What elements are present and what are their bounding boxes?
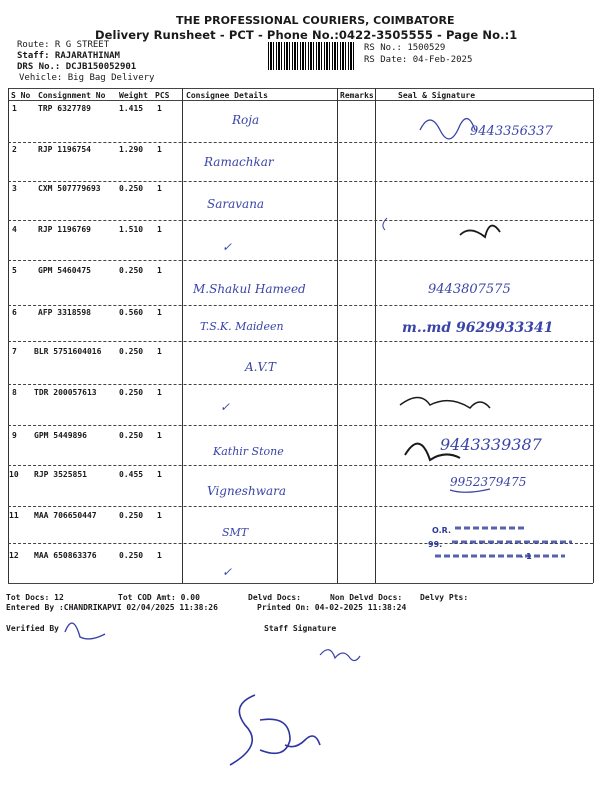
stamp-line-1: O.R.	[432, 526, 452, 535]
row-sno: 8	[12, 388, 17, 397]
row-weight: 0.250	[119, 511, 144, 520]
row-pcs: 1	[157, 266, 162, 275]
large-signature	[215, 675, 325, 775]
row-sno: 6	[12, 308, 17, 317]
verified-by-label: Verified By	[6, 624, 59, 633]
row-pcs: 1	[157, 104, 162, 113]
col-seal-signature: Seal & Signature	[398, 91, 476, 100]
barcode	[268, 42, 356, 70]
row-weight: 0.250	[119, 431, 144, 440]
row-seal: m..md 9629933341	[402, 320, 554, 336]
row-weight: 0.250	[119, 551, 144, 560]
row-consignment: MAA 650863376	[34, 551, 97, 560]
drs-number: DRS No.: DCJB150052901	[17, 62, 137, 72]
row-consignee: A.V.T	[245, 360, 276, 374]
row-consignment: AFP 3318598	[38, 308, 91, 317]
staff: Staff: RAJARATHINAM	[17, 51, 120, 61]
row-sno: 11	[9, 511, 19, 520]
vehicle: Vehicle: Big Bag Delivery	[19, 73, 155, 83]
row-consignee: Roja	[232, 113, 260, 127]
row-pcs: 1	[157, 184, 162, 193]
row-consignment: MAA 706650447	[34, 511, 97, 520]
row-consignee: ✓	[222, 240, 233, 254]
col-consignment: Consignment No	[38, 91, 106, 100]
row-sno: 10	[9, 470, 19, 479]
row-consignee: ✓	[220, 400, 231, 414]
row-sno: 5	[12, 266, 17, 275]
row-weight: 0.250	[119, 266, 144, 275]
row-seal: 9443356337	[470, 124, 553, 139]
row-pcs: 1	[157, 388, 162, 397]
row-pcs: 1	[157, 470, 162, 479]
row-seal: 9443339387	[440, 435, 542, 454]
row-sno: 12	[9, 551, 19, 560]
non-delivered-docs: Non Delvd Docs:	[330, 593, 403, 602]
row-weight: 0.560	[119, 308, 144, 317]
rs-date: RS Date: 04-Feb-2025	[364, 55, 473, 65]
row-consignee: T.S.K. Maideen	[200, 320, 284, 333]
row-weight: 1.415	[119, 104, 144, 113]
company-name: THE PROFESSIONAL COURIERS, COIMBATORE	[176, 14, 455, 27]
col-weight: Weight	[119, 91, 148, 100]
stamp-line-2: 99.	[428, 540, 443, 549]
stamp-ink	[430, 522, 590, 570]
row-consignee: Saravana	[207, 197, 265, 211]
row-consignee: Kathir Stone	[213, 445, 284, 458]
row-consignment: GPM 5460475	[38, 266, 91, 275]
row-weight: 0.250	[119, 184, 144, 193]
col-pcs: PCS	[155, 91, 170, 100]
row-sno: 7	[12, 347, 17, 356]
runsheet-subtitle: Delivery Runsheet - PCT - Phone No.:0422-3505555 - Page No.:1	[95, 28, 518, 42]
row-consignment: CXM 507779693	[38, 184, 101, 193]
row-consignee: Ramachkar	[204, 155, 274, 169]
entered-by: Entered By :CHANDRIKAPVI 02/04/2025 11:38:26	[6, 603, 218, 612]
row-consignment: RJP 3525851	[34, 470, 87, 479]
row-consignment: TRP 6327789	[38, 104, 91, 113]
row-weight: 0.250	[119, 347, 144, 356]
row-sno: 9	[12, 431, 17, 440]
row-consignee: ✓	[222, 565, 233, 579]
staff-signature-mark	[315, 640, 365, 670]
verified-signature	[60, 612, 110, 642]
row-consignment: BLR 5751604016	[34, 347, 102, 356]
staff-signature-label: Staff Signature	[264, 624, 337, 633]
table-border-left	[8, 88, 9, 583]
route: Route: R G STREET	[17, 40, 110, 50]
stamp-line-3: - 1	[520, 552, 532, 561]
row-pcs: 1	[157, 145, 162, 154]
row-consignee: SMT	[222, 526, 249, 539]
row-consignment: RJP 1196754	[38, 145, 91, 154]
row-weight: 0.250	[119, 388, 144, 397]
row-seal: 9952379475	[450, 475, 527, 489]
row-consignment: RJP 1196769	[38, 225, 91, 234]
row-weight: 1.290	[119, 145, 144, 154]
table-col-divider	[337, 88, 338, 583]
col-consignee: Consignee Details	[186, 91, 268, 100]
row-pcs: 1	[157, 347, 162, 356]
table-border-right	[593, 88, 594, 583]
row-weight: 0.455	[119, 470, 144, 479]
row-sno: 2	[12, 145, 17, 154]
row-sno: 4	[12, 225, 17, 234]
row-sno: 1	[12, 104, 17, 113]
row-consignee: M.Shakul Hameed	[193, 282, 306, 296]
delivered-docs: Delvd Docs:	[248, 593, 301, 602]
row-pcs: 1	[157, 551, 162, 560]
row-consignment: TDR 200057613	[34, 388, 97, 397]
row-weight: 1.510	[119, 225, 144, 234]
row-consignment: GPM 5449896	[34, 431, 87, 440]
row-consignee: Vigneshwara	[207, 484, 287, 498]
delivery-points: Delvy Pts:	[420, 593, 469, 602]
rs-number: RS No.: 1500529	[364, 43, 446, 53]
col-sno: S No	[11, 91, 31, 100]
table-col-divider	[182, 88, 183, 583]
table-top-rule	[8, 88, 593, 89]
row-sno: 3	[12, 184, 17, 193]
col-remarks: Remarks	[340, 91, 374, 100]
row-seal: 9443807575	[428, 282, 511, 297]
row-pcs: 1	[157, 308, 162, 317]
row-pcs: 1	[157, 511, 162, 520]
table-col-divider	[375, 88, 376, 583]
total-docs: Tot Docs: 12	[6, 593, 64, 602]
row-pcs: 1	[157, 431, 162, 440]
total-cod-amount: Tot COD Amt: 0.00	[118, 593, 200, 602]
row-pcs: 1	[157, 225, 162, 234]
printed-on: Printed On: 04-02-2025 11:38:24	[257, 603, 407, 612]
